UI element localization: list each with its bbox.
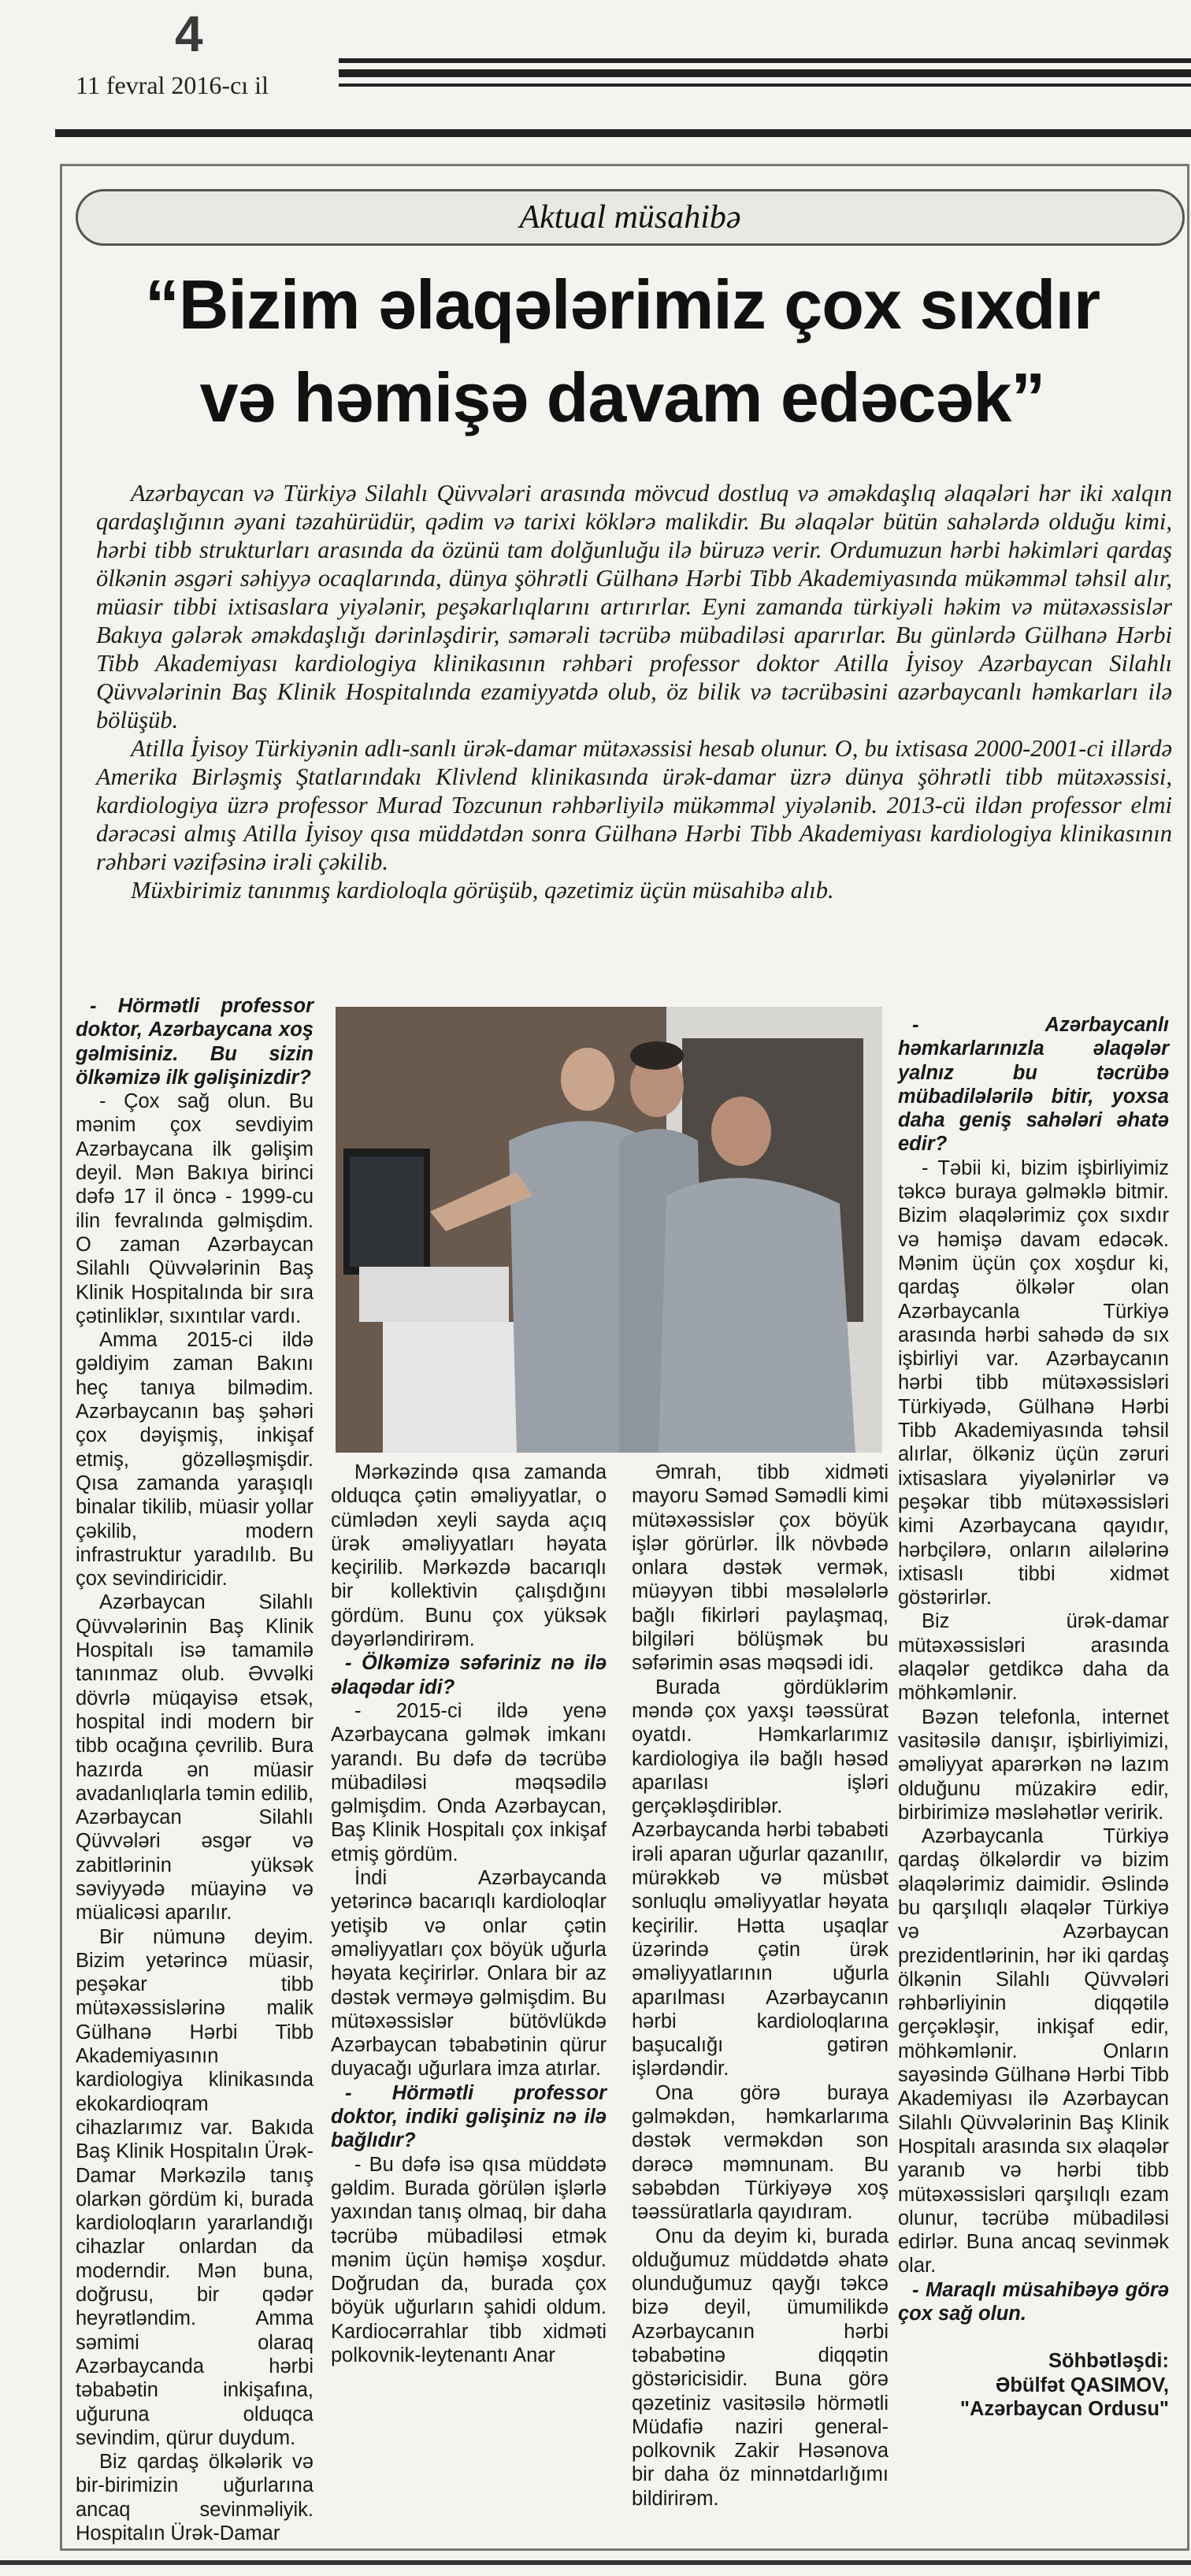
interview-question: - Ölkəmizə səfəriniz nə ilə əlaqədar idi? (331, 1652, 607, 1698)
byline-outlet: "Azərbaycan Ordusu" (959, 2397, 1169, 2420)
article-column-3 (632, 1461, 889, 2511)
interview-answer: Azərbaycanla Türkiyə qardaş ölkələrdir və bizim əlaqələrimiz daimidir. Əslində bu qarşılıqlı əlaqələr Türkiyə və Azərbaycan prezidentlərinin, hər iki qardaş ölkənin Silahlı Qüvvələri rəhbərliyinin diqqətilə gerçəkləşir, inkişaf edir, möhkəmlənir. Onların sayəsində Gülhanə Hərbi Tibb Akademiyası ilə Azərbaycan Silahlı Qüvvələrinin Baş Klinik Hospitalı arasında sıx əlaqələr yaranıb və hərbi tibb mütəxəssisləri qarşılıqlı ezam olunur, təcrübə mübadiləsi edirlər. Buna ancaq sevinmək olar. (898, 1825, 1169, 2277)
interview-answer: İndi Azərbaycanda yetərincə bacarıqlı kardioloqlar yetişib və onlar çətin əməliyyatları çox böyük uğurla həyata keçirirlər. Onlara bir az dəstək verməyə gəlmişdim. Bu mütəxəssislər bütövlükdə Azərbaycan təbabətinin qürur duyacağı uğurlara imza atırlar. (331, 1867, 607, 2080)
interview-question: - Hörmətli professor doktor, Azərbaycana xoş gəlmisiniz. Bu sizin ölkəmizə ilk gəlişinizdir? (76, 995, 314, 1089)
article-column-1 (76, 994, 314, 2545)
headline-line-2: və həmişə davam edəcək” (199, 358, 1045, 436)
interview-answer: Əmrah, tibb xidməti mayoru Səməd Səmədli kimi mütəxəssislər çox böyük işlər görürlər. İlk növbədə onlara dəstək vermək, müəyyən tibbi məsələlərlə bağlı fikirləri paylaşmaq, bilgiləri bölüşmək bu səfərimin əsas məqsədi idi. (632, 1461, 889, 1675)
interview-answer: - 2015-ci ildə yenə Azərbaycana gəlmək imkanı yarandı. Bu dəfə də təcrübə mübadiləsi məqsədilə gəlmişdim. Onda Azərbaycan, Baş Klinik Hospitalı çox inkişaf etmiş gördüm. (331, 1699, 607, 1865)
headline (71, 258, 1174, 444)
photo-icon (336, 1007, 882, 1453)
issue-date: 11 fevral 2016-cı il (76, 71, 269, 99)
interview-question: - Maraqlı müsahibəyə görə çox sağ olun. (898, 2278, 1169, 2325)
article-column-2 (331, 1461, 607, 2367)
kicker-bar (76, 189, 1185, 246)
section-kicker: Aktual müsahibə (519, 199, 741, 236)
interview-question: - Azərbaycanlı həmkarlarınızla əlaqələr yalnız bu təcrübə mübadilələrilə bitir, yoxsa daha geniş sahələri əhatə edir? (898, 1014, 1169, 1156)
interview-answer: Bəzən telefonla, internet vasitəsilə danışır, işbirliyimizi, əməliyyat aparərkən nə lazım olduğunu müzakirə edir, birbirimizə məsləhətlər veririk. (898, 1706, 1169, 1824)
interview-answer: Azərbaycan Silahlı Qüvvələrinin Baş Klinik Hospitalı isə tamamilə tanınmaz olub. Əvvəlki dövrlə müqayisə etsək, hospital indi modern bir tibb ocağına çevrilib. Bura hazırda ən müasir avadanlıqlarla təmin edilib, Azərbaycan Silahlı Qüvvələri əsgər və zabitlərinin yüksək səviyyədə müayinə və müalicəsi aparılır. (76, 1591, 314, 1925)
interview-answer: - Təbii ki, bizim işbirliyimiz təkcə buraya gəlməklə bitmir. Bizim əlaqələrimiz çox sıxdır və həmişə davam edəcək. Mənim üçün çox xoşdur ki, qardaş ölkələr olan Azərbaycanla Türkiyə arasında hərbi sahədə də sıx işbirliyi var. Azərbaycanın hərbi tibb mütəxəssisləri Türkiyədə, Gülhanə Hərbi Tibb Akademiyasında təhsil alırlar, ölkəniz üçün zəruri ixtisaslara yiyələnirlər və peşəkar tibb mütəxəssisləri kimi Azərbaycana qayıdır, hərbçilərə, onların ailələrinə ixtisaslı tibbi xidmət göstərirlər. (898, 1156, 1169, 1609)
interview-answer: Mərkəzində qısa zamanda olduqca çətin əməliyyatlar, o cümlədən xeyli sayda açıq ürək əməliyyatları həyata keçirilib. Mərkəzdə bacarıqlı bir kollektivin çalışdığını gördüm. Bunu çox yüksək dəyərləndirirəm. (331, 1461, 607, 1651)
lead-paragraphs (96, 479, 1172, 904)
header-rule (339, 69, 1191, 77)
byline-author: Əbülfət QASIMOV, (995, 2374, 1169, 2396)
interview-answer: Onu da deyim ki, burada olduğumuz müddətdə əhatə olunduğumuz qayğı təkcə bizə deyil, ümumilikdə Azərbaycanın hərbi təbabətinə diqqətin göstəricisidir. Buna görə qəzetiniz vasitəsilə hörmətli Müdafiə naziri general-polkovnik Zakir Həsənova bir daha öz minnətdarlığımı bildirirəm. (632, 2225, 889, 2510)
byline-label: Söhbətləşdi: (1048, 2350, 1169, 2373)
lead-paragraph: Azərbaycan və Türkiyə Silahlı Qüvvələri arasında mövcud dostluq və əməkdaşlıq əlaqələri hər iki xalqın qardaşlığının əyani təzahürüdür, qədim və tarixi köklərə malikdir. Bu əlaqələr bütün sahələrdə olduğu kimi, hərbi tibb strukturları arasında da özünü tam dolğunluğu ilə büruzə verir. Ordumuzun hərbi həkimləri qardaş ölkənin əsgəri səhiyyə ocaqlarında, dünya şöhrətli Gülhanə Hərbi Tibb Akademiyasında mükəmməl təhsil alır, müasir tibbi ixtisaslara yiyələnir, peşəkarlıqlarını artırırlar. Eyni zamanda türkiyəli həkim və mütəxəssislər Bakıya gələrək əməkdaşlığı dərinləşdirir, səmərəli təcrübə mübadiləsi aparırlar. Bu günlərdə Gülhanə Hərbi Tibb Akademiyası kardiologiya klinikasının rəhbəri professor doktor Atilla İyisoy Azərbaycan Silahlı Qüvvələrinin Baş Klinik Hospitalında ezamiyyətdə olub, öz bilik və təcrübəsini azərbaycanlı həmkarları ilə bölüşüb. (96, 480, 1172, 733)
bottom-rule (0, 2560, 1191, 2565)
interview-answer: Amma 2015-ci ildə gəldiyim zaman Bakını heç tanıya bilmədim. Azərbaycanın baş şəhəri çox dəyişmiş, inkişaf etmiş, gözəlləşmişdir. Qısa zamanda yaraşıqlı binalar tikilib, müasir yollar çəkilib, modern infrastruktur yaradılıb. Bu çox sevindiricidir. (76, 1329, 314, 1591)
interview-answer: Biz ürək-damar mütəxəssisləri arasında əlaqələr getdikcə daha da möhkəmlənir. (898, 1610, 1169, 1705)
interview-answer: Bir nümunə deyim. Bizim yetərincə müasir, peşəkar tibb mütəxəssislərinə malik Gülhanə Hərbi Tibb Akademiyasının kardiologiya klinikasında ekokardioqram cihazlarımız var. Bakıda Baş Klinik Hospitalın Ürək-Damar Mərkəzilə tanış olarkən gördüm ki, burada kardioloqların yararlandığı cihazlar onlardan da moderndir. Mən buna, doğrusu, bir qədər heyrətləndim. Amma səmimi olaraq Azərbaycanda hərbi təbabətin inkişafına, uğuruna olduqca sevindim, qürur duydum. (76, 1925, 314, 2449)
header-rule (339, 58, 1191, 63)
header-rule (55, 129, 1191, 137)
interview-answer: Ona görə buraya gəlməkdən, həmkarlarıma dəstək verməkdən son dərəcə məmnunam. Bu səbəbdən Türkiyəyə xoş təəssüratlarla qayıdıram. (632, 2081, 889, 2224)
article-column-4 (898, 1013, 1169, 2421)
lead-paragraph: Müxbirimiz tanınmış kardioloqla görüşüb, qəzetimiz üçün müsahibə alıb. (131, 877, 834, 904)
interview-answer: Biz qardaş ölkələrik və bir-birimizin uğurlarına ancaq sevinməliyik. Hospitalın Ürək-Damar (76, 2451, 314, 2544)
page-number: 4 (175, 6, 203, 62)
interview-answer: Burada gördüklərim məndə çox yaxşı təəssürat oyatdı. Həmkarlarımız kardiologiya ilə bağlı həsəd aparılası işləri gerçəkləşdiriblər. Azərbaycanda hərbi təbabəti irəli aparan uğurlar qazanılır, mürəkkəb və müsbət sonluqlu əməliyyatlar həyata keçirilir. Hətta uşaqlar üzərində çətin ürək əməliyyatlarının uğurla aparılması Azərbaycanın hərbi kardioloqlarına başucalığı gətirən işlərdəndir. (632, 1676, 889, 2080)
photo-doctors-at-monitor (336, 1007, 882, 1453)
interview-answer: - Çox sağ olun. Bu mənim çox sevdiyim Azərbaycana ilk gəlişim deyil. Mən Bakıya birinci dəfə 17 il öncə - 1999-cu ilin fevralında gəlmişdim. O zaman Azərbaycan Silahlı Qüvvələrinin Baş Klinik Hospitalında bir sıra çətinliklər, sıxıntılar vardı. (76, 1090, 314, 1327)
byline (898, 2349, 1169, 2421)
interview-answer: - Bu dəfə isə qısa müddətə gəldim. Burada görülən işlərlə yaxından tanış olmaq, bir daha təcrübə mübadiləsi etmək mənim üçün həmişə xoşdur. Doğrudan da, burada çox böyük uğurların şahidi oldum. Kardiocərrahlar tibb xidməti polkovnik-leytenantı Anar (331, 2153, 607, 2366)
interview-question: - Hörmətli professor doktor, indiki gəlişiniz nə ilə bağlıdır? (331, 2081, 607, 2152)
header-rule (339, 84, 1191, 87)
page-header (0, 0, 1191, 138)
headline-line-1: “Bizim əlaqələrimiz çox sıxdır (144, 265, 1100, 343)
lead-paragraph: Atilla İyisoy Türkiyənin adlı-sanlı ürək-damar mütəxəssisi hesab olunur. O, bu ixtisasa 2000-2001-ci illərdə Amerika Birləşmiş Ştatlarındakı Klivlend klinikasında ürək-damar üzrə dünya şöhrətli tibb mütəxəssisi, kardiologiya üzrə professor Murad Tozcunun rəhbərliyilə mükəmməl yiyələnib. 2013-cü ildən professor elmi dərəcəsi almış Atilla İyisoy qısa müddətdən sonra Gülhanə Hərbi Tibb Akademiyası kardiologiya klinikasının rəhbəri vəzifəsinə irəli çəkilib. (96, 735, 1172, 875)
